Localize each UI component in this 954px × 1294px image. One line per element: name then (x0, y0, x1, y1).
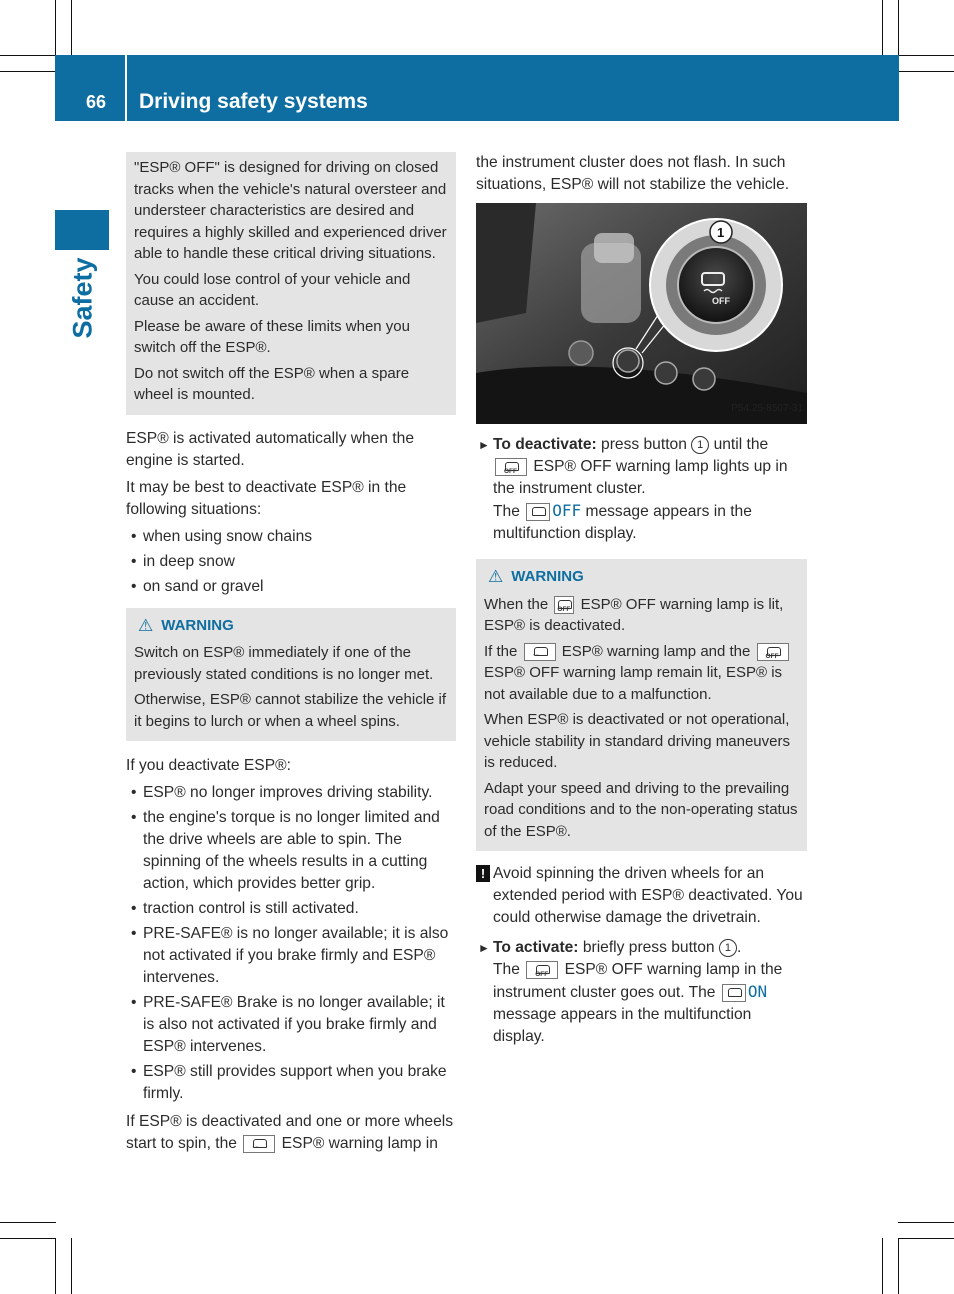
header-divider (125, 55, 127, 121)
step-label: To deactivate: (493, 436, 597, 453)
esp-off-warning-lamp-icon: OFF (526, 961, 558, 979)
activate-step: ► To activate: briefly press button 1 . The OFF ESP® OFF warning lamp in the instrument cluster goes out. The ON message appears in the multifunction display. (478, 939, 783, 1045)
text-span: until the (713, 436, 769, 453)
photo-code: P54.25-8507-31 (731, 403, 803, 414)
list-item: • ESP® still provides support when you brake firmly. (126, 1061, 456, 1105)
warning-paragraph: Adapt your speed and driving to the prevailing road conditions and to the non-operating status of the ESP®. (484, 779, 798, 840)
crop-mark (898, 1238, 899, 1294)
esp-warning-lamp-icon: ~~ (243, 1135, 275, 1153)
crop-mark (898, 71, 954, 72)
display-message: OFF (552, 501, 582, 520)
crop-mark (71, 1238, 72, 1294)
effects-list (126, 782, 456, 1105)
body-paragraph (126, 1111, 456, 1155)
warning-paragraph (484, 641, 799, 706)
crop-mark (0, 55, 56, 56)
crop-mark (0, 1222, 56, 1223)
warning-paragraph (484, 594, 799, 637)
warning-title: WARNING (161, 616, 234, 634)
list-item: • when using snow chains (126, 526, 456, 548)
esp-button-photo (476, 203, 807, 424)
list-item: • traction control is still activated. (126, 898, 456, 920)
crop-mark (898, 0, 899, 56)
warning-triangle-icon: ⚠ (488, 567, 504, 587)
warning-paragraph: Switch on ESP® immediately if one of the previously stated conditions is no longer met. (134, 644, 434, 683)
page-number: 66 (86, 92, 107, 112)
text-span: ESP® OFF warning lamp remain lit, ESP® is not available due to a malfunction. (484, 664, 783, 703)
crop-mark (0, 71, 56, 72)
crop-mark (898, 1222, 954, 1223)
text-span: The (493, 961, 520, 978)
section-title: Driving safety systems (139, 90, 368, 113)
text-span: message appears in the multifunction display. (493, 503, 752, 542)
esp-warning-lamp-icon: ~~ (524, 643, 556, 661)
text-span: briefly press button (582, 939, 715, 956)
svg-text:OFF: OFF (712, 296, 730, 306)
text-span: If the (484, 642, 518, 660)
crop-mark (882, 0, 883, 56)
crop-mark (0, 1238, 56, 1239)
step-label: To activate: (493, 939, 579, 956)
text-span: ESP® warning lamp and the (561, 642, 751, 660)
crop-mark (71, 0, 72, 56)
display-message: ON (747, 982, 768, 1001)
crop-mark (55, 0, 56, 56)
warning-heading (488, 566, 799, 588)
crop-mark (898, 1238, 954, 1239)
right-column (476, 152, 807, 1054)
callout-circle: 1 (691, 436, 709, 454)
list-item: • the engine's torque is no longer limited and the drive wheels are able to spin. The spinning of the wheels results in a cutting action, which provides better grip. (126, 807, 456, 895)
list-item: • ESP® no longer improves driving stability. (126, 782, 456, 804)
body-paragraph: It may be best to deactivate ESP® in the following situations: (126, 478, 407, 518)
body-paragraph: If you deactivate ESP®: (126, 757, 291, 774)
center-console-illustration (476, 203, 807, 424)
text-span: ESP® warning lamp in (281, 1135, 438, 1152)
notice-exclamation-icon: ! (476, 865, 490, 882)
caution-paragraph: "ESP® OFF" is designed for driving on closed tracks when the vehicle's natural oversteer and understeer characteristics are desired and requires a highly skilled and experienced driver able to handle these critical driving situations. (134, 159, 447, 262)
text-span: press button (601, 436, 687, 453)
text-span: ESP® OFF warning lamp lights up in the instrument cluster. (493, 458, 788, 497)
warning-box (126, 608, 456, 742)
damage-notice (476, 863, 807, 929)
notice-text: Avoid spinning the driven wheels for an extended period with ESP® deactivated. You could otherwise damage the drivetrain. (493, 865, 803, 926)
warning-box (476, 559, 807, 851)
text-span: ESP® OFF warning lamp is lit, ESP® is deactivated. (484, 595, 784, 634)
esp-warning-lamp-icon (526, 503, 550, 521)
text-span: The (493, 503, 520, 520)
side-tab-label: Safety (67, 257, 98, 339)
warning-title: WARNING (511, 568, 584, 585)
text-span: ESP® OFF warning lamp in the instrument cluster goes out. The (493, 961, 783, 1001)
body-paragraph: ESP® is activated automatically when the engine is started. (126, 429, 414, 469)
crop-mark (55, 1238, 56, 1294)
photo-callout-number: 1 (717, 225, 725, 240)
caution-box (126, 152, 456, 415)
warning-heading (138, 615, 448, 637)
list-item: • PRE-SAFE® is no longer available; it is also not activated if you brake firmly and ESP® intervenes. (126, 923, 456, 989)
caution-paragraph: Please be aware of these limits when you switch off the ESP®. (134, 317, 410, 356)
action-arrow-icon: ► (478, 438, 490, 452)
list-item: • PRE-SAFE® Brake is no longer available; it is also not activated if you brake firmly and ESP® intervenes. (126, 992, 456, 1058)
callout-circle: 1 (719, 939, 737, 957)
warning-paragraph: When ESP® is deactivated or not operational, vehicle stability in standard driving maneuvers is reduced. (484, 711, 790, 771)
left-column (126, 152, 456, 1160)
warning-paragraph: Otherwise, ESP® cannot stabilize the vehicle if it begins to lurch or when a wheel spins. (134, 691, 447, 730)
body-paragraph: the instrument cluster does not flash. In such situations, ESP® will not stabilize the vehicle. (476, 154, 790, 193)
esp-off-warning-lamp-icon: OFF (757, 643, 789, 661)
crop-mark (882, 1238, 883, 1294)
caution-paragraph: You could lose control of your vehicle and cause an accident. (134, 270, 411, 309)
caution-paragraph: Do not switch off the ESP® when a spare wheel is mounted. (134, 364, 410, 403)
text-span: When the (484, 595, 549, 613)
list-item: • on sand or gravel (126, 576, 456, 598)
warning-triangle-icon: ⚠ (138, 615, 154, 635)
text-span: If ESP® is deactivated and one or more wheels start to spin, the (126, 1113, 454, 1152)
esp-warning-lamp-icon (722, 984, 746, 1002)
list-item: • in deep snow (126, 551, 456, 573)
side-tab-marker (55, 210, 109, 250)
text-span: message appears in the multifunction display. (493, 1006, 752, 1045)
crop-mark (898, 55, 954, 56)
action-arrow-icon: ► (478, 941, 490, 955)
deactivate-step (476, 434, 807, 545)
esp-off-warning-lamp-icon: OFF (554, 596, 574, 614)
esp-off-warning-lamp-icon: OFF (495, 458, 527, 476)
situations-list (126, 526, 456, 598)
